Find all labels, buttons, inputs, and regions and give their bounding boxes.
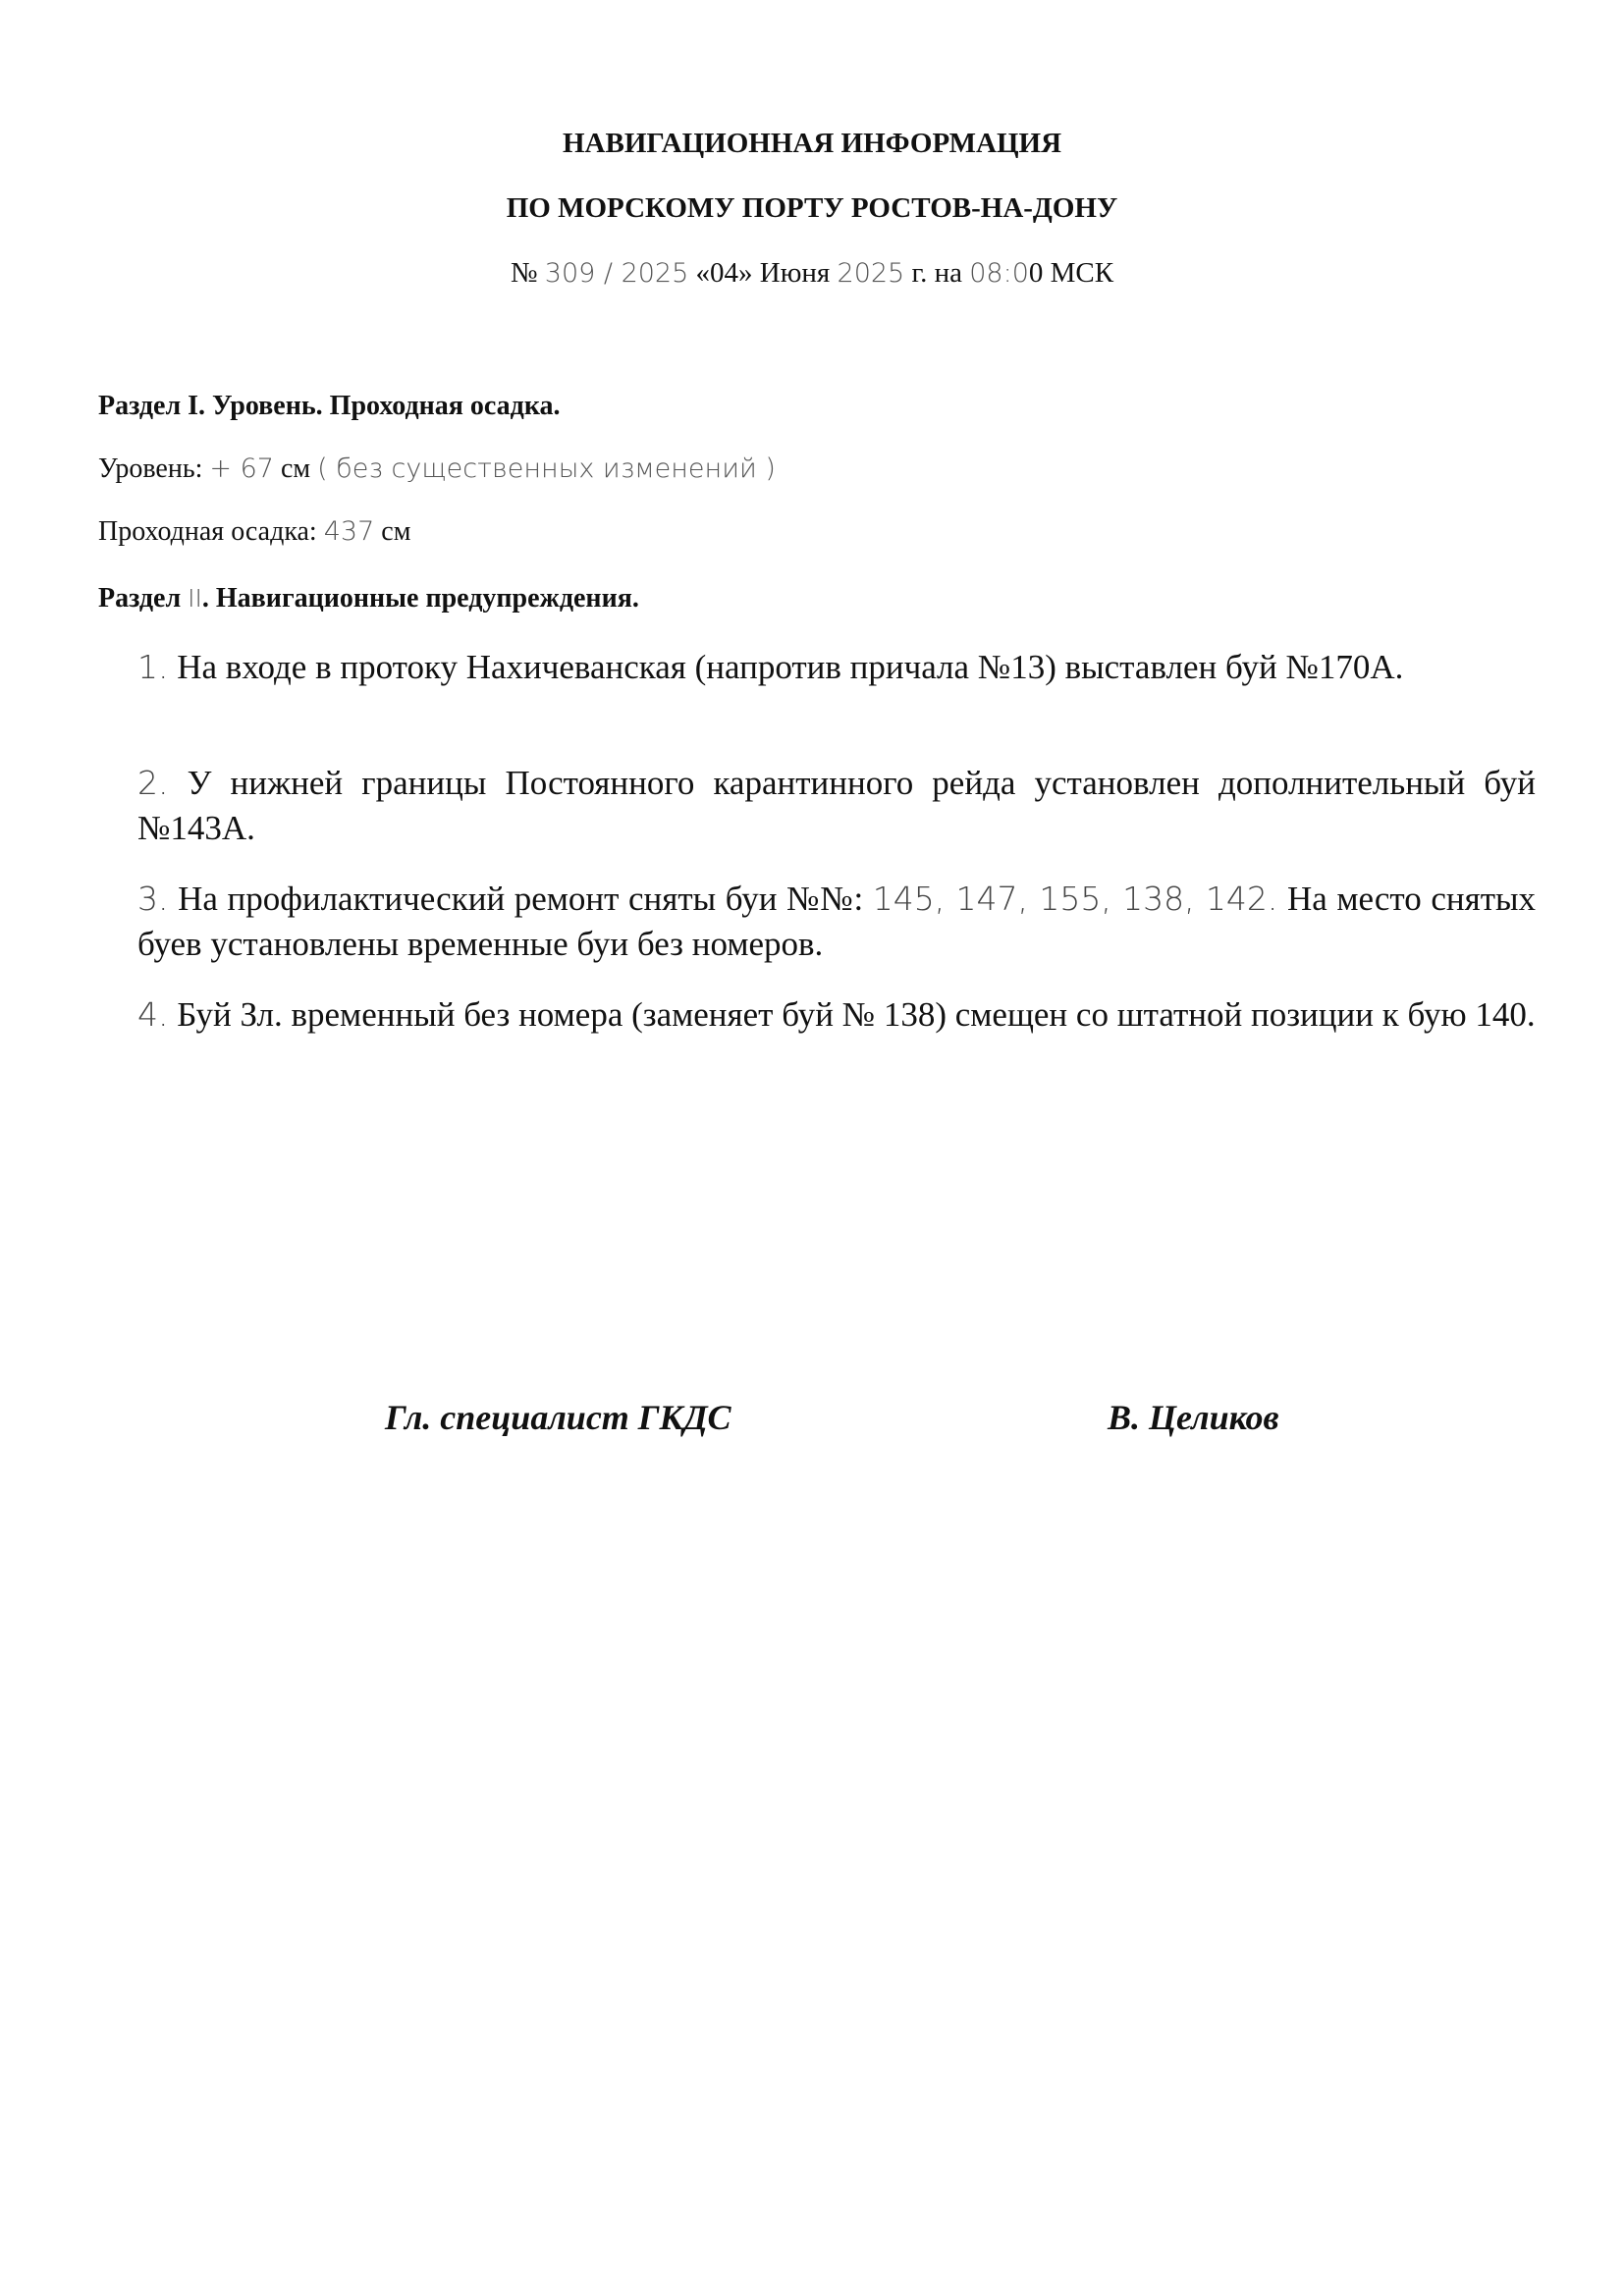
warning-text-start: На профилактический ремонт сняты буи №№:: [178, 880, 864, 918]
warning-item-3: [137, 877, 1536, 967]
draft-value: 437: [323, 516, 375, 547]
level-value: + 67: [209, 454, 274, 484]
number-sign: №: [510, 257, 538, 289]
section-2-numeral: II: [188, 584, 202, 613]
level-note: ( без существенных изменений ): [317, 454, 776, 484]
warning-number: 1.: [137, 648, 169, 686]
report-time: 08:0: [969, 258, 1029, 289]
warning-number: 4.: [137, 995, 169, 1034]
warning-item-1: [137, 645, 1536, 690]
section-1-heading: Раздел I. Уровень. Проходная осадка.: [98, 391, 561, 421]
report-time-end: 0: [1028, 257, 1044, 289]
warning-text: Буй Зл. временный без номера (заменяет буй № 138) смещен со штатной позиции к бую 140.: [177, 995, 1536, 1034]
draft-line: [98, 515, 410, 549]
signatory-position: Гл. специалист ГКДС: [385, 1398, 731, 1437]
document-number-date: [0, 255, 1624, 292]
date-month: Июня: [759, 257, 831, 289]
warning-text-end: На место снятых буев установлены временные буи без номеров.: [137, 880, 1537, 963]
signatory-name: В. Целиков: [1108, 1398, 1279, 1437]
level-label: Уровень:: [98, 454, 203, 484]
removed-buoy-numbers: 145, 147, 155, 138, 142.: [872, 880, 1278, 918]
draft-unit: см: [381, 516, 411, 547]
document-title-line-2: ПО МОРСКОМУ ПОРТУ РОСТОВ-НА-ДОНУ: [506, 192, 1118, 224]
warning-text: На входе в протоку Нахичеванская (напротив причала №13) выставлен буй №170А.: [177, 648, 1404, 686]
water-level-line: [98, 453, 776, 486]
warning-text: У нижней границы Постоянного карантинного рейда установлен дополнительный буй №143А.: [137, 764, 1536, 847]
level-unit: см: [280, 454, 311, 484]
section-2-heading-start: Раздел: [98, 583, 182, 614]
draft-label: Проходная осадка:: [98, 516, 317, 547]
timezone: МСК: [1050, 257, 1114, 289]
section-2-heading: [98, 582, 639, 615]
section-2-heading-end: . Навигационные предупреждения.: [201, 583, 639, 614]
document-title-line-1: НАВИГАЦИОННАЯ ИНФОРМАЦИЯ: [562, 128, 1062, 159]
document-number: 309 / 2025: [544, 258, 689, 289]
date-suffix: г. на: [911, 257, 962, 289]
warning-item-2: [137, 761, 1536, 851]
warning-number: 2.: [137, 764, 169, 802]
warning-number: 3.: [137, 880, 169, 918]
date-year: 2025: [837, 258, 905, 289]
date-day: «04»: [695, 257, 753, 289]
warning-item-4: [137, 992, 1536, 1038]
